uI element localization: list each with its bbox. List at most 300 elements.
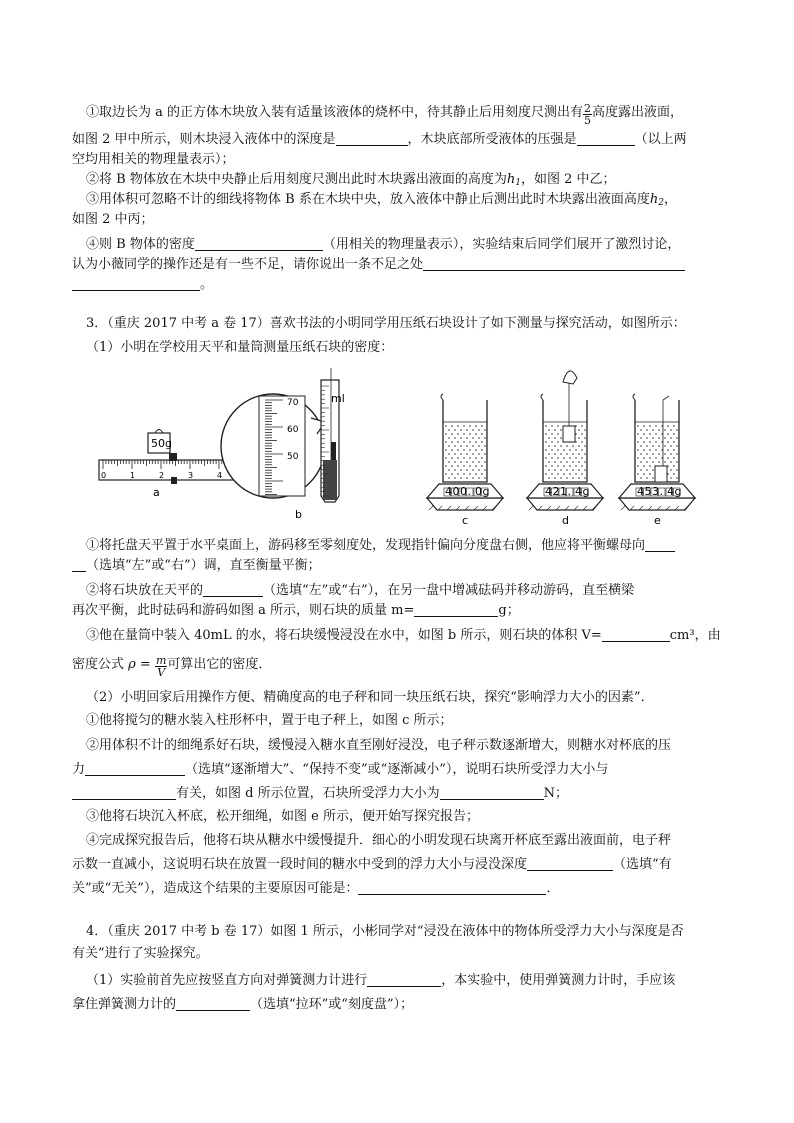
fraction-denominator: 5	[584, 114, 592, 127]
liquid-dot	[584, 437, 586, 439]
text-span: ．	[546, 881, 560, 896]
liquid-dot	[460, 469, 462, 471]
liquid-dot	[545, 449, 547, 451]
liquid-dot	[481, 457, 483, 459]
text-span: （选填“左”或“右”）调，直至衡量平衡；	[86, 558, 321, 573]
density-fraction	[155, 655, 167, 678]
answer-blank[interactable]	[203, 582, 263, 597]
liquid-dot	[557, 441, 559, 443]
liquid-dot	[463, 449, 465, 451]
liquid-dot	[578, 461, 580, 463]
answer-blank[interactable]	[336, 131, 408, 146]
liquid-dot	[560, 477, 562, 479]
scale-digit: 0	[475, 485, 482, 498]
text-line	[72, 856, 722, 874]
liquid-dot	[646, 429, 648, 431]
liquid-dot	[457, 433, 459, 435]
text-span: （以上两	[634, 132, 687, 147]
answer-blank[interactable]	[195, 236, 323, 251]
scale-digit: 0	[460, 485, 467, 498]
liquid-dot	[673, 465, 675, 467]
liquid-dot	[445, 441, 447, 443]
text-line	[72, 256, 722, 274]
liquid-dot	[454, 445, 456, 447]
liquid-dot	[670, 437, 672, 439]
text-line	[72, 655, 722, 678]
liquid-dot	[548, 469, 550, 471]
liquid-dot	[566, 477, 568, 479]
scale-digit: .	[567, 485, 571, 498]
liquid-dot	[584, 477, 586, 479]
liquid-dot	[548, 437, 550, 439]
text-span: g；	[498, 603, 520, 618]
liquid-dot	[652, 453, 654, 455]
rho-symbol: ρ =	[128, 657, 151, 672]
symbol: h	[506, 172, 516, 187]
liquid-dot	[460, 453, 462, 455]
ruler-tick-label: 3	[188, 471, 194, 480]
magnifier-tick-label: 50	[287, 452, 299, 462]
liquid-dot	[469, 473, 471, 475]
liquid-dot	[469, 465, 471, 467]
scale-beaker-e	[619, 394, 695, 527]
liquid-dot	[451, 441, 453, 443]
text-line	[86, 712, 736, 730]
liquid-dot	[460, 437, 462, 439]
ruler-tick-label: 0	[101, 471, 107, 480]
scale-digit: 4	[545, 485, 552, 498]
liquid-dot	[670, 477, 672, 479]
liquid-dot	[643, 425, 645, 427]
magnifier-tick-label: 70	[287, 398, 299, 408]
liquid-dot	[472, 461, 474, 463]
liquid-dot	[454, 453, 456, 455]
answer-blank[interactable]	[414, 602, 498, 617]
text-line	[86, 832, 736, 850]
scale-base	[527, 498, 603, 510]
liquid-dot	[563, 473, 565, 475]
liquid-dot	[448, 437, 450, 439]
scale-digit: .	[467, 485, 471, 498]
liquid-dot	[646, 453, 648, 455]
liquid-dot	[581, 433, 583, 435]
liquid-dot	[673, 449, 675, 451]
liquid-dot	[569, 465, 571, 467]
liquid-dot	[545, 433, 547, 435]
liquid-dot	[566, 445, 568, 447]
liquid-dot	[478, 445, 480, 447]
liquid-dot	[643, 473, 645, 475]
liquid-dot	[649, 457, 651, 459]
liquid-dot	[554, 445, 556, 447]
liquid-dot	[640, 453, 642, 455]
text-span: ，木块底部所受液体的压强是	[407, 132, 577, 147]
text-span: 。	[200, 277, 214, 292]
answer-blank[interactable]	[645, 537, 675, 552]
text-line	[72, 557, 722, 575]
liquid-dot	[481, 441, 483, 443]
liquid-dot	[445, 449, 447, 451]
answer-blank[interactable]	[423, 256, 685, 271]
answer-blank[interactable]	[358, 880, 546, 895]
liquid-dot	[643, 457, 645, 459]
liquid-dot	[545, 473, 547, 475]
text-line	[86, 808, 736, 826]
liquid-dot	[457, 465, 459, 467]
text-line	[72, 276, 722, 294]
liquid-dot	[667, 441, 669, 443]
liquid-dot	[445, 465, 447, 467]
text-span: 再次平衡，此时砝码和游码如图 a 所示，则石块的质量 m=	[72, 603, 415, 618]
liquid-dot	[643, 465, 645, 467]
beaker-spout	[633, 394, 635, 400]
text-span: ④完成探究报告后，他将石块从糖水中缓慢提升．细心的小明发现石块离开杯底至露出液面前，电子秤	[86, 833, 672, 848]
liquid-dot	[560, 445, 562, 447]
liquid-dot	[451, 457, 453, 459]
scale-digit: 4	[637, 485, 644, 498]
scale-digit: g	[674, 485, 682, 498]
liquid-dot	[575, 473, 577, 475]
liquid-dot	[640, 477, 642, 479]
liquid-dot	[551, 465, 553, 467]
liquid-dot	[551, 441, 553, 443]
text-span: （1）小明在学校用天平和量筒测量压纸石块的密度：	[86, 340, 394, 355]
liquid-dot	[484, 477, 486, 479]
beaker-spout	[541, 394, 543, 400]
text-span: 4．（重庆 2017 中考 b 卷 17）如图 1 所示，小彬同学对“浸没在液体中的物体所受浮力大小与深度是否	[86, 924, 684, 939]
scale-beaker-d	[527, 371, 603, 527]
liquid-dot	[484, 453, 486, 455]
liquid-dot	[649, 425, 651, 427]
text-line	[72, 151, 722, 169]
liquid-dot	[572, 469, 574, 471]
liquid-dot	[481, 449, 483, 451]
liquid-dot	[664, 437, 666, 439]
liquid-dot	[551, 457, 553, 459]
liquid-dot	[646, 461, 648, 463]
text-line	[86, 103, 736, 126]
liquid-dot	[572, 445, 574, 447]
liquid-dot	[649, 433, 651, 435]
scale-digit: g	[482, 485, 490, 498]
liquid-dot	[673, 441, 675, 443]
liquid-dot	[445, 473, 447, 475]
liquid-dot	[578, 437, 580, 439]
liquid-dot	[640, 469, 642, 471]
scale-hatch	[429, 506, 433, 510]
figure-label-d: d	[562, 514, 569, 527]
liquid-dot	[448, 469, 450, 471]
answer-blank[interactable]	[440, 785, 544, 800]
text-span: 如图 2 甲中所示，则木块浸入液体中的深度是	[72, 132, 336, 147]
liquid-dot	[676, 477, 678, 479]
liquid-dot	[652, 445, 654, 447]
liquid-dot	[472, 469, 474, 471]
ruler-tick-label: 2	[159, 471, 165, 480]
liquid-dot	[484, 437, 486, 439]
liquid-dot	[646, 445, 648, 447]
liquid-dot	[673, 425, 675, 427]
liquid-dot	[466, 461, 468, 463]
liquid-dot	[676, 469, 678, 471]
figure-scales	[427, 371, 695, 527]
liquid-dot	[481, 433, 483, 435]
liquid-dot	[445, 457, 447, 459]
text-line	[72, 785, 722, 803]
text-span: （选填“逐渐增大”、“保持不变”或“逐渐减小”），说明石块所受浮力大小与	[185, 762, 609, 777]
liquid-dot	[548, 445, 550, 447]
liquid-dot	[460, 445, 462, 447]
liquid-dot	[658, 445, 660, 447]
liquid-dot	[472, 437, 474, 439]
liquid-dot	[640, 461, 642, 463]
liquid-dot	[548, 477, 550, 479]
liquid-dot	[575, 449, 577, 451]
liquid-dot	[581, 449, 583, 451]
liquid-dot	[454, 429, 456, 431]
scale-base	[619, 498, 695, 510]
liquid-dot	[649, 465, 651, 467]
liquid-dot	[637, 473, 639, 475]
liquid-dot	[667, 433, 669, 435]
liquid-dot	[563, 457, 565, 459]
text-line	[72, 211, 722, 229]
text-span: 3．（重庆 2017 中考 a 卷 17）喜欢书法的小明同学用压纸石块设计了如下测量与探究活动，如图所示：	[86, 316, 686, 331]
liquid-dot	[557, 449, 559, 451]
liquid-dot	[673, 433, 675, 435]
scale-digit: .	[659, 485, 663, 498]
text-span: 可算出它的密度．	[167, 657, 272, 672]
liquid-dot	[670, 429, 672, 431]
liquid-dot	[469, 449, 471, 451]
liquid-dot	[664, 429, 666, 431]
liquid-dot	[637, 441, 639, 443]
liquid-dot	[457, 473, 459, 475]
liquid-dot	[454, 477, 456, 479]
text-span: 有关”进行了实验探究。	[72, 946, 209, 961]
liquid-dot	[481, 473, 483, 475]
scale-digit: 5	[644, 485, 652, 498]
liquid-dot	[581, 425, 583, 427]
liquid-dot	[676, 437, 678, 439]
liquid-dot	[560, 461, 562, 463]
figure-label-b: b	[295, 508, 302, 521]
liquid-dot	[466, 437, 468, 439]
text-span: （选填“左”或“右”），在另一盘中增减砝码并移动游码，直至横梁	[263, 583, 635, 598]
scale-digit: 4	[445, 485, 452, 498]
liquid-dot	[548, 429, 550, 431]
liquid-dot	[649, 449, 651, 451]
liquid-dot	[484, 429, 486, 431]
text-span: 认为小薇同学的操作还是有一些不足，请你说出一条不足之处	[72, 257, 424, 272]
liquid-dot	[637, 465, 639, 467]
scale-beaker-c	[427, 394, 503, 527]
liquid-dot	[575, 457, 577, 459]
liquid-dot	[578, 469, 580, 471]
liquid-dot	[454, 461, 456, 463]
ruler-tick-label: 1	[130, 471, 136, 480]
liquid-dot	[569, 457, 571, 459]
answer-blank[interactable]	[602, 627, 670, 642]
ml-label: ml	[331, 392, 345, 405]
text-line	[86, 191, 736, 212]
liquid-dot	[472, 477, 474, 479]
liquid-dot	[652, 477, 654, 479]
answer-blank[interactable]	[367, 972, 441, 987]
figure-label-e: e	[654, 514, 661, 527]
liquid-dot	[566, 453, 568, 455]
liquid-dot	[646, 469, 648, 471]
liquid-dot	[581, 457, 583, 459]
liquid-dot	[578, 429, 580, 431]
liquid-dot	[560, 437, 562, 439]
text-span: ②将石块放在天平的	[86, 583, 204, 598]
liquid-dot	[472, 429, 474, 431]
liquid-dot	[484, 461, 486, 463]
liquid-dot	[448, 477, 450, 479]
liquid-dot	[578, 453, 580, 455]
text-span: ④则 B 物体的密度	[86, 237, 195, 252]
liquid-dot	[661, 441, 663, 443]
liquid-dot	[472, 453, 474, 455]
liquid-dot	[460, 429, 462, 431]
liquid-dot	[655, 433, 657, 435]
liquid-dot	[463, 457, 465, 459]
liquid-dot	[545, 457, 547, 459]
liquid-dot	[569, 449, 571, 451]
answer-blank[interactable]	[72, 785, 176, 800]
liquid-dot	[661, 449, 663, 451]
liquid-dot	[557, 457, 559, 459]
liquid-dot	[451, 449, 453, 451]
text-span: 拿住弹簧测力计的	[72, 997, 177, 1012]
liquid-dot	[475, 473, 477, 475]
liquid-dot	[551, 425, 553, 427]
fraction-denominator: V	[157, 666, 166, 679]
liquid-dot	[670, 445, 672, 447]
liquid-dot	[658, 453, 660, 455]
liquid-dot	[575, 465, 577, 467]
liquid-dot	[469, 441, 471, 443]
liquid-dot	[581, 465, 583, 467]
liquid-dot	[637, 457, 639, 459]
text-line	[72, 131, 722, 149]
text-line	[72, 602, 722, 620]
text-span: （选填“拉环”或“刻度盘”）；	[250, 997, 414, 1012]
liquid-dot	[554, 453, 556, 455]
answer-blank[interactable]	[85, 761, 185, 776]
liquid-dot	[578, 445, 580, 447]
liquid-dot	[457, 441, 459, 443]
liquid-dot	[664, 461, 666, 463]
liquid-dot	[661, 425, 663, 427]
liquid-dot	[637, 449, 639, 451]
text-span: ③他在量筒中装入 40mL 的水，将石块缓慢浸没在水中，如图 b 所示，则石块的体积 V=	[86, 628, 602, 643]
liquid-dot	[469, 433, 471, 435]
answer-blank[interactable]	[72, 557, 86, 572]
text-span: 密度公式	[72, 657, 125, 672]
liquid-dot	[640, 429, 642, 431]
liquid-dot	[664, 453, 666, 455]
answer-blank[interactable]	[577, 131, 635, 146]
weight-label: 50g	[151, 437, 172, 450]
liquid-dot	[554, 477, 556, 479]
answer-blank[interactable]	[176, 996, 250, 1011]
answer-blank[interactable]	[527, 856, 613, 871]
liquid-dot	[673, 473, 675, 475]
liquid-dot	[481, 465, 483, 467]
scale-digit: 1	[560, 485, 567, 498]
text-line	[86, 972, 736, 990]
liquid-dot	[661, 457, 663, 459]
liquid-dot	[554, 469, 556, 471]
liquid-dot	[643, 449, 645, 451]
liquid-dot	[466, 445, 468, 447]
liquid-dot	[460, 461, 462, 463]
liquid-dot	[643, 433, 645, 435]
liquid-dot	[463, 425, 465, 427]
text-line	[86, 737, 736, 755]
experiment-figure-svg	[95, 360, 715, 530]
liquid-dot	[472, 445, 474, 447]
liquid-dot	[554, 437, 556, 439]
liquid-dot	[661, 433, 663, 435]
text-span: ②用体积不计的细绳系好石块，缓慢浸入糖水直至刚好浸没，电子秤示数逐渐增大，则糖水对杯底的压	[86, 738, 672, 753]
text-span: 示数一直减小，这说明石块在放置一段时间的糖水中受到的浮力大小与浸没深度	[72, 857, 528, 872]
liquid-dot	[557, 465, 559, 467]
liquid-dot	[667, 425, 669, 427]
liquid-dot	[652, 469, 654, 471]
stone	[563, 426, 575, 442]
hand	[563, 371, 577, 384]
liquid-dot	[667, 457, 669, 459]
text-line	[86, 537, 736, 555]
liquid-dot	[469, 425, 471, 427]
liquid-dot	[658, 461, 660, 463]
subscript: 2	[658, 198, 664, 208]
figure-label-a: a	[153, 486, 160, 499]
liquid-dot	[560, 453, 562, 455]
scale-hatch	[621, 506, 625, 510]
liquid-dot	[566, 469, 568, 471]
liquid-dot	[652, 461, 654, 463]
liquid-dot	[563, 449, 565, 451]
text-span: 关”或“无关”），造成这个结果的主要原因可能是：	[72, 881, 359, 896]
subscript: 1	[515, 178, 521, 188]
text-span: 有关，如图 d 所示位置，石块所受浮力大小为	[176, 786, 440, 801]
liquid-dot	[475, 433, 477, 435]
text-line	[86, 582, 736, 600]
fraction	[583, 103, 592, 126]
answer-blank[interactable]	[72, 276, 200, 291]
liquid-dot	[463, 441, 465, 443]
liquid-dot	[451, 473, 453, 475]
text-span: ③他将石块沉入杯底，松开细绳，如图 e 所示，便开始写探究报告；	[86, 809, 479, 824]
liquid-dot	[451, 465, 453, 467]
liquid-dot	[463, 473, 465, 475]
liquid-dot	[557, 473, 559, 475]
liquid-dot	[658, 429, 660, 431]
liquid-dot	[454, 437, 456, 439]
liquid-dot	[451, 433, 453, 435]
liquid-dot	[551, 433, 553, 435]
scale-digit: 2	[552, 485, 560, 498]
text-span: 力	[72, 762, 86, 777]
liquid-dot	[652, 437, 654, 439]
liquid-dot	[557, 425, 559, 427]
liquid-dot	[584, 429, 586, 431]
text-span: （选填“有	[613, 857, 672, 872]
